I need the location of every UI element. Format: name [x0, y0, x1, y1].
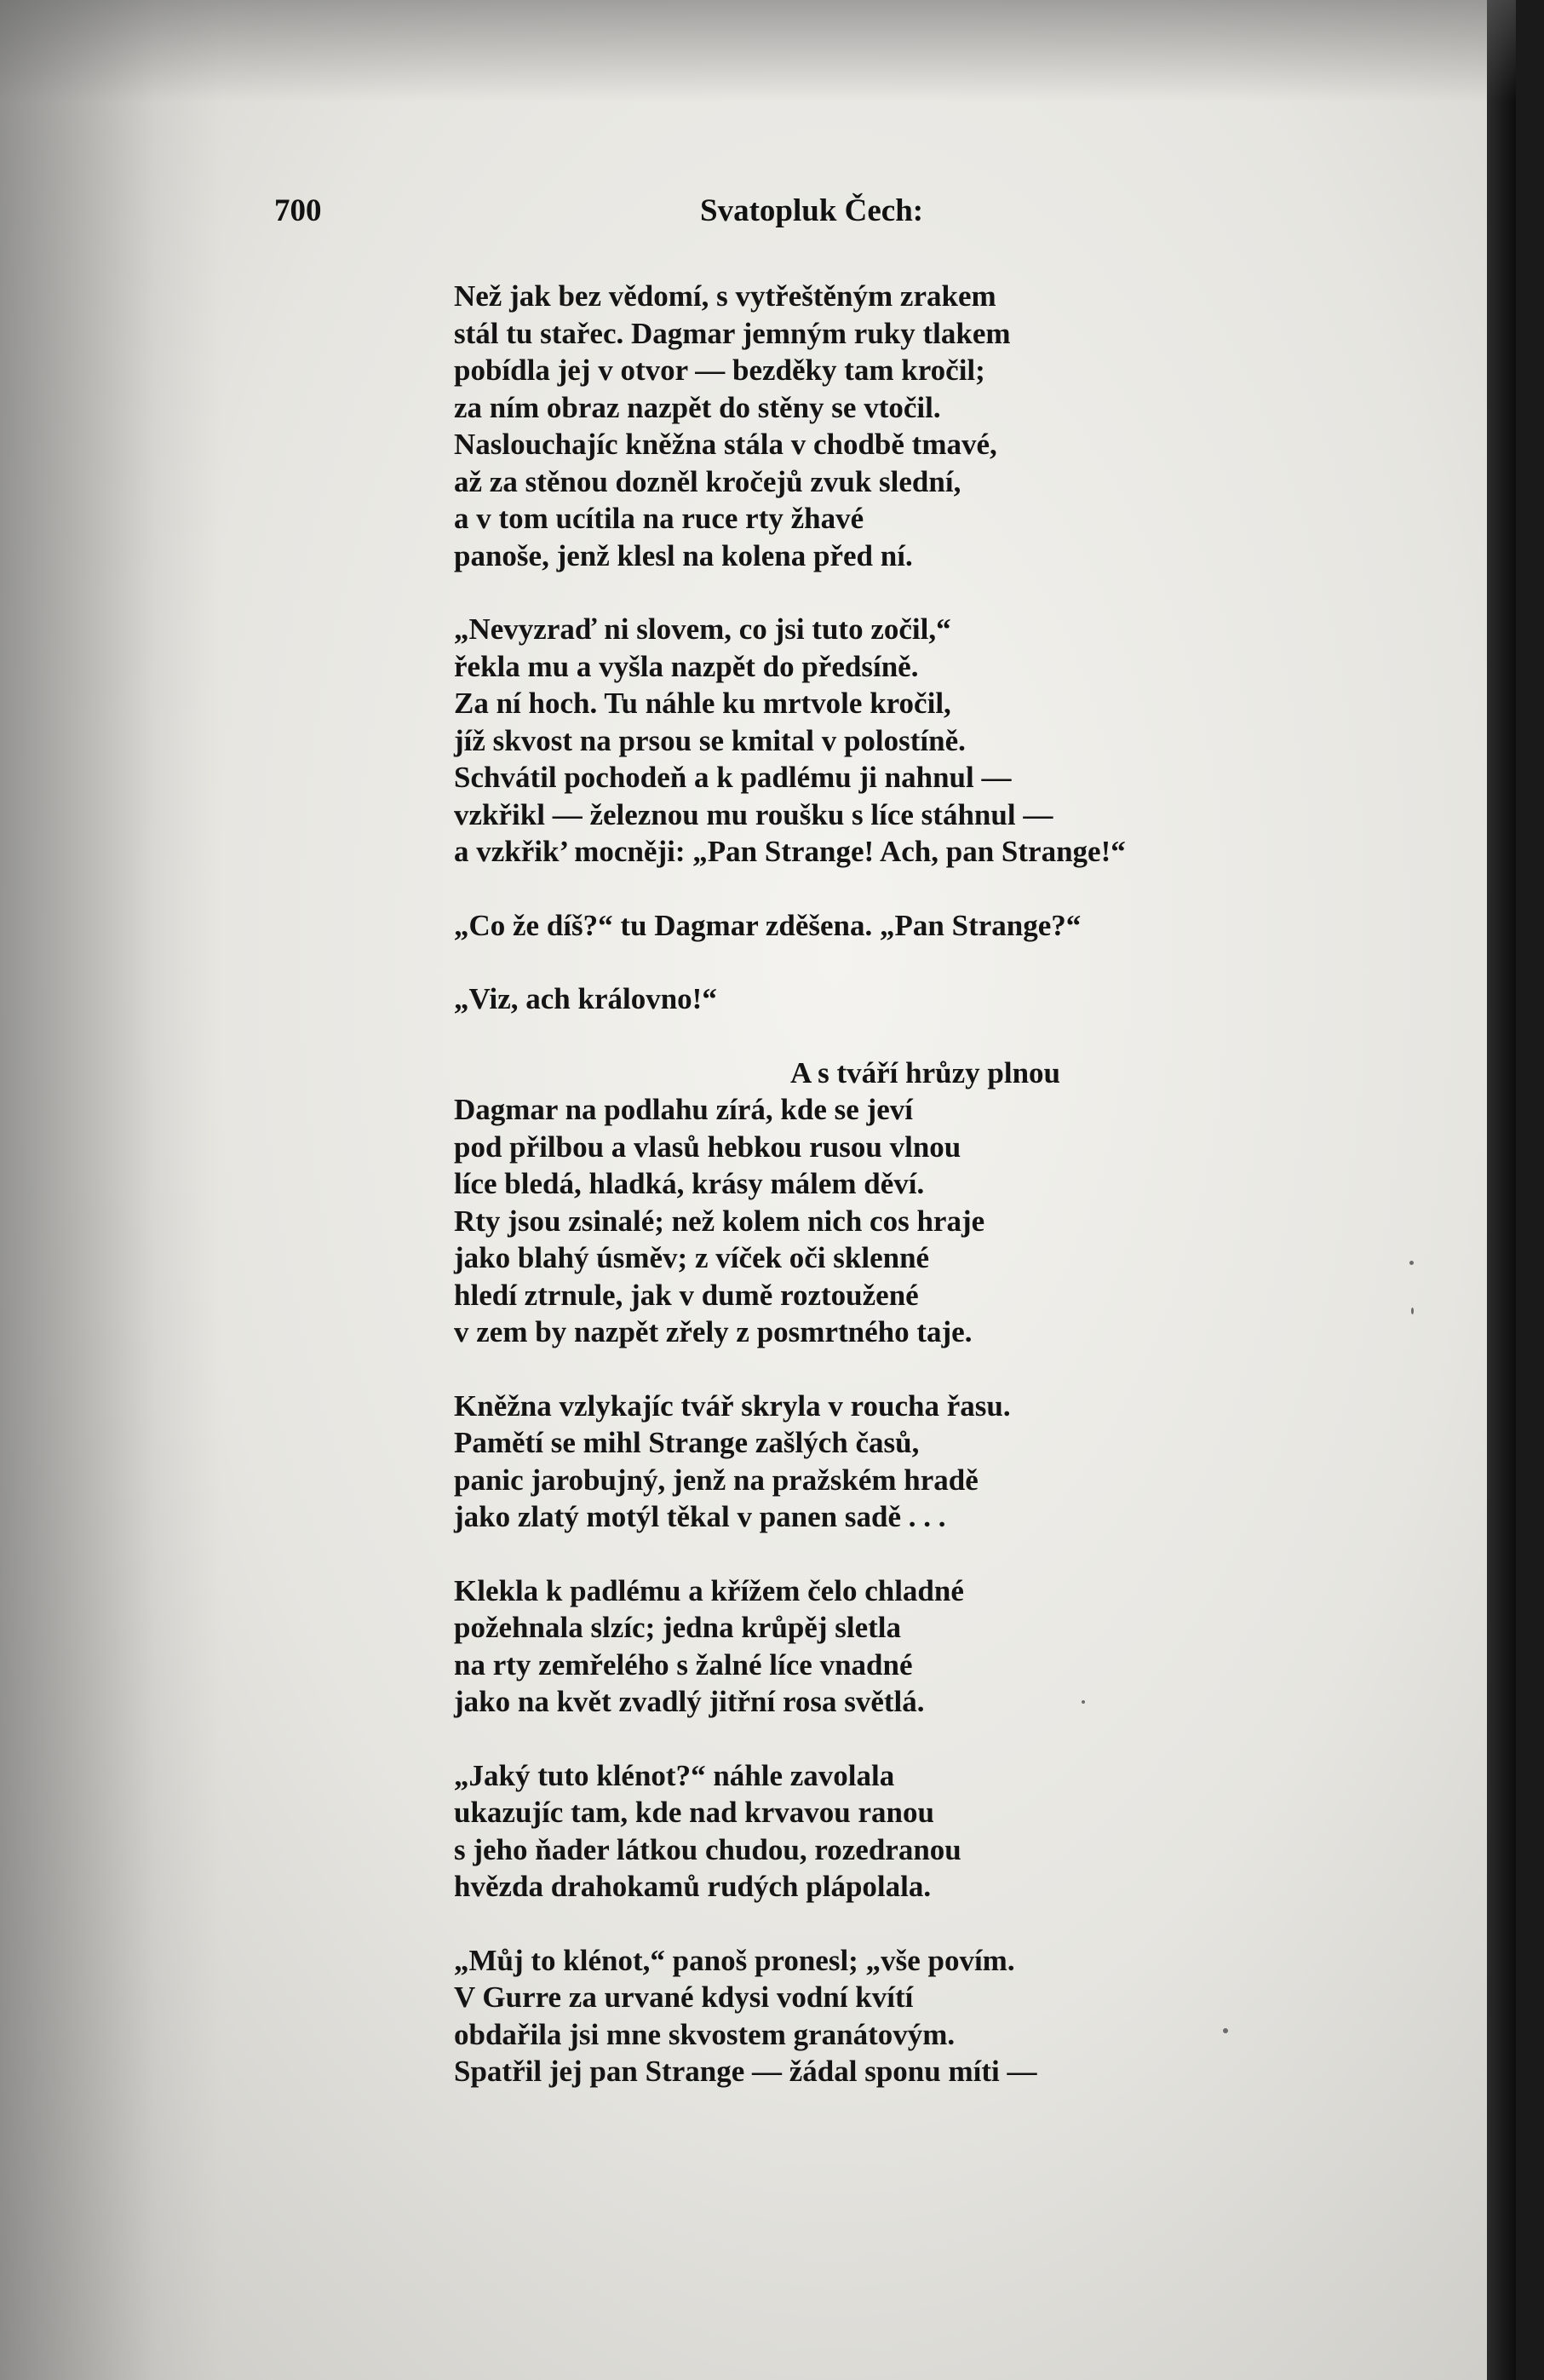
verse-line: Spatřil jej pan Strange — žádal sponu míti —: [454, 2055, 1037, 2088]
stanza: [454, 278, 1306, 574]
verse-line: panoše, jenž klesl na kolena před ní.: [454, 538, 913, 572]
verse-line: hvězda drahokamů rudých plápolala.: [454, 1870, 932, 1903]
stanza: [454, 611, 1306, 871]
verse-line: jako zlatý motýl těkal v panen sadě . . .: [454, 1500, 946, 1533]
scan-speck: [1223, 2028, 1228, 2033]
stanza: [454, 1757, 1306, 1906]
running-title: Svatopluk Čech:: [700, 193, 924, 228]
verse-line: Za ní hoch. Tu náhle ku mrtvole kročil,: [454, 687, 951, 720]
verse-line: líce bledá, hladká, krásy málem děví.: [454, 1167, 925, 1200]
verse-line: jako blahý úsměv; z víček oči sklenné: [454, 1241, 930, 1274]
verse-line: Pamětí se mihl Strange zašlých časů,: [454, 1426, 920, 1459]
verse-line: na rty zemřelého s žalné líce vnadné: [454, 1647, 913, 1682]
verse-line: „Jaký tuto klénot?“ náhle zavolala: [454, 1758, 895, 1792]
verse-line: pobídla jej v otvor — bezděky tam kročil;: [454, 354, 985, 387]
poem-text: [454, 278, 1306, 2127]
verse-line: ukazujíc tam, kde nad krvavou ranou: [454, 1796, 934, 1829]
verse-line: V Gurre za urvané kdysi vodní kvítí: [454, 1980, 914, 2014]
verse-line: „Co že díš?“ tu Dagmar zděšena. „Pan Strange?“: [454, 908, 1082, 942]
verse-line: Naslouchajíc kněžna stála v chodbě tmavé,: [454, 428, 997, 461]
verse-line: v zem by nazpět zřely z posmrtného taje.: [454, 1315, 973, 1348]
verse-line: za ním obraz nazpět do stěny se vtočil.: [454, 390, 941, 424]
scan-speck: [1409, 1261, 1414, 1265]
verse-line: Než jak bez vědomí, s vytřeštěným zrakem: [454, 279, 996, 313]
verse-line: stál tu stařec. Dagmar jemným ruky tlakem: [454, 316, 1011, 350]
stanza: [454, 1388, 1306, 1536]
verse-line: panic jarobujný, jenž na pražském hradě: [454, 1463, 979, 1497]
verse-line: Rty jsou zsinalé; než kolem nich cos hraje: [454, 1204, 985, 1238]
verse-line: „Můj to klénot,“ panoš pronesl; „vše povím.: [454, 1943, 1015, 1977]
verse-line: Dagmar na podlahu zírá, kde se jeví: [454, 1093, 913, 1126]
verse-line: až za stěnou dozněl kročejů zvuk slední,: [454, 464, 961, 498]
verse-line: jako na květ zvadlý jitřní rosa světlá.: [454, 1685, 925, 1718]
stanza: [454, 980, 1306, 1018]
stanza: [454, 907, 1306, 945]
verse-line: Schvátil pochodeň a k padlému ji nahnul —: [454, 761, 1012, 794]
stanza: [454, 1942, 1306, 2090]
verse-line: a vzkřik’ mocněji: „Pan Strange! Ach, pan Strange!“: [454, 835, 1126, 868]
verse-line: A s tváří hrůzy plnou: [790, 1055, 1060, 1089]
verse-line: Klekla k padlému a křížem čelo chladné: [454, 1573, 964, 1607]
verse-line: a v tom ucítila na ruce rty žhavé: [454, 502, 864, 535]
scan-speck: [1082, 1700, 1085, 1704]
verse-line: Kněžna vzlykajíc tvář skryla v roucha řasu.: [454, 1388, 1011, 1423]
verse-line: pod přilbou a vlasů hebkou rusou vlnou: [454, 1130, 961, 1164]
stanza: [454, 1572, 1306, 1721]
page-number: 700: [274, 193, 322, 228]
verse-line: „Nevyzraď ni slovem, co jsi tuto zočil,“: [454, 612, 951, 646]
verse-line: požehnala slzíc; jedna krůpěj sletla: [454, 1611, 901, 1644]
page-gutter: [1487, 0, 1516, 2380]
stanza: [454, 1055, 1306, 1351]
verse-line: obdařila jsi mne skvostem granátovým.: [454, 2017, 956, 2051]
verse-line: „Viz, ach královno!“: [454, 982, 717, 1015]
running-head: [274, 193, 1211, 235]
verse-line: vzkřikl — železnou mu roušku s líce stáhnul —: [454, 797, 1053, 831]
verse-line: jíž skvost na prsou se kmital v polostíně.: [454, 723, 966, 757]
verse-line: hledí ztrnule, jak v dumě roztoužené: [454, 1278, 919, 1312]
scan-speck: [1411, 1308, 1414, 1314]
verse-line: s jeho ňader látkou chudou, rozedranou: [454, 1832, 961, 1866]
verse-line: řekla mu a vyšla nazpět do předsíně.: [454, 649, 919, 683]
